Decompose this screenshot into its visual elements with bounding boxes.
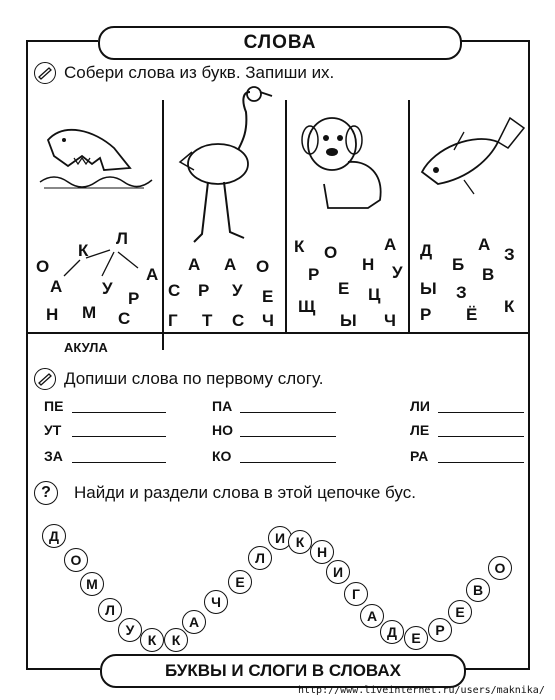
blank-line[interactable]	[72, 462, 166, 463]
bead: А	[182, 610, 206, 634]
bead: В	[466, 578, 490, 602]
letter: А	[224, 255, 237, 274]
question-icon: ?	[34, 481, 58, 505]
task1-instruction: Собери слова из букв. Запиши их.	[64, 63, 335, 82]
fish-icon	[414, 108, 526, 198]
bead: Д	[380, 620, 404, 644]
frame-left	[26, 40, 28, 670]
bead: Е	[404, 626, 428, 650]
letter: Н	[362, 255, 375, 274]
page-title: СЛОВА	[98, 26, 462, 60]
blank-line[interactable]	[240, 412, 336, 413]
syllable: НО	[212, 422, 233, 438]
bead: И	[268, 526, 292, 550]
watermark: http://www.liveinternet.ru/users/maknika/	[298, 685, 545, 696]
task2-instruction: Допиши слова по первому слогу.	[64, 369, 324, 388]
bead: У	[118, 618, 142, 642]
letter: У	[232, 281, 243, 300]
letter: Ч	[384, 311, 396, 330]
blank-line[interactable]	[438, 412, 524, 413]
blank-line[interactable]	[240, 436, 336, 437]
letter: Р	[420, 305, 432, 324]
bead: Д	[42, 524, 66, 548]
shark-icon	[34, 112, 156, 192]
blank-line[interactable]	[72, 436, 166, 437]
bead: Р	[428, 618, 452, 642]
frame-bottom-right	[462, 668, 530, 670]
letter: О	[36, 257, 50, 276]
letter: А	[478, 235, 491, 254]
bead: Ч	[204, 590, 228, 614]
letter: Е	[338, 279, 350, 298]
blank-line[interactable]	[72, 412, 166, 413]
answer-line	[28, 332, 528, 334]
syllable: УТ	[44, 422, 62, 438]
letter: С	[168, 281, 181, 300]
letter: Ы	[420, 279, 437, 298]
bead: И	[326, 560, 350, 584]
bead: Г	[344, 582, 368, 606]
bead: Л	[98, 598, 122, 622]
syllable: ЗА	[44, 448, 63, 464]
frame-right	[528, 40, 530, 670]
bead: К	[140, 628, 164, 652]
bead: А	[360, 604, 384, 628]
syllable: ПЕ	[44, 398, 64, 414]
footer-title: БУКВЫ И СЛОГИ В СЛОВАХ	[100, 654, 466, 688]
letter: А	[384, 235, 397, 254]
syllable: РА	[410, 448, 429, 464]
letter: А	[188, 255, 201, 274]
letter: В	[482, 265, 495, 284]
letter: Р	[198, 281, 210, 300]
answer-word: АКУЛА	[64, 340, 108, 355]
letter: Н	[46, 305, 59, 324]
letter: Ц	[368, 285, 381, 304]
pencil-icon	[34, 368, 56, 390]
blank-line[interactable]	[240, 462, 336, 463]
frame-top-right	[460, 40, 530, 42]
letter: Р	[308, 265, 320, 284]
column-divider	[285, 100, 287, 332]
letter: З	[504, 245, 515, 264]
bead: Н	[310, 540, 334, 564]
syllable: ЛЕ	[410, 422, 430, 438]
letter: У	[102, 279, 113, 298]
letter: К	[504, 297, 515, 316]
letter: К	[294, 237, 305, 256]
letter: Р	[128, 289, 140, 308]
task3-instruction: Найди и раздели слова в этой цепочке бус.	[74, 483, 416, 502]
letter: Т	[202, 311, 213, 330]
letter: Л	[116, 229, 128, 248]
letter: Д	[420, 241, 433, 260]
letter: С	[232, 311, 245, 330]
letter: Щ	[298, 297, 316, 316]
letter: У	[392, 263, 403, 282]
letter: Ы	[340, 311, 357, 330]
letter: Б	[452, 255, 465, 274]
letter: А	[146, 265, 159, 284]
column-divider	[162, 100, 164, 350]
blank-line[interactable]	[438, 462, 524, 463]
bead: Е	[228, 570, 252, 594]
letter: К	[78, 241, 89, 260]
letter: З	[456, 283, 467, 302]
syllable: ПА	[212, 398, 233, 414]
arrows	[56, 240, 159, 290]
frame-top-left	[26, 40, 98, 42]
bead: Л	[248, 546, 272, 570]
bead: К	[164, 628, 188, 652]
letter: Е	[262, 287, 274, 306]
bead: М	[80, 572, 104, 596]
frame-bottom-left	[26, 668, 100, 670]
ostrich-icon	[172, 82, 280, 248]
letter: Г	[168, 311, 178, 330]
column-divider	[408, 100, 410, 332]
letter: О	[256, 257, 270, 276]
bead: О	[488, 556, 512, 580]
letter: О	[324, 243, 338, 262]
pencil-icon	[34, 62, 56, 84]
letter: С	[118, 309, 131, 328]
letter: М	[82, 303, 97, 322]
letter: Ё	[466, 305, 478, 324]
syllable: КО	[212, 448, 232, 464]
syllable: ЛИ	[410, 398, 430, 414]
bead: Е	[448, 600, 472, 624]
bead: О	[64, 548, 88, 572]
letter: А	[50, 277, 63, 296]
bead: К	[288, 530, 312, 554]
dog-icon	[298, 104, 390, 214]
letter: Ч	[262, 311, 274, 330]
blank-line[interactable]	[438, 436, 524, 437]
